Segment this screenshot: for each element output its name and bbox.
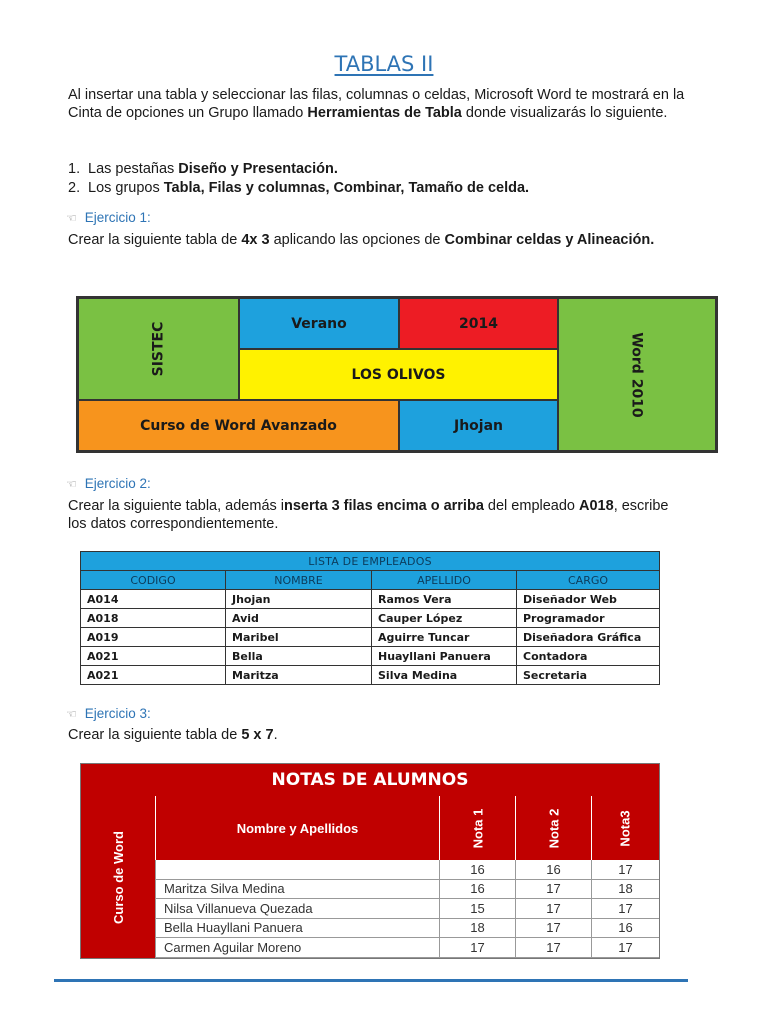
grades-title: NOTAS DE ALUMNOS (81, 764, 659, 796)
grade-cell: 17 (515, 919, 591, 938)
grade-cell: 16 (591, 919, 659, 938)
column-header: CARGO (517, 571, 660, 590)
column-header-nota-2: Nota 2 (515, 796, 591, 860)
grade-cell: 16 (439, 860, 515, 879)
grade-cell: 16 (515, 860, 591, 879)
pointing-hand-icon: ☜ (66, 476, 77, 491)
pointing-hand-icon: ☜ (66, 210, 77, 225)
table-cell: A014 (81, 590, 226, 609)
table-cell: Cauper López (372, 609, 517, 628)
grade-cell: 16 (439, 880, 515, 899)
table-row (81, 666, 660, 685)
table-cell: Jhojan (226, 590, 372, 609)
table-row (155, 899, 659, 919)
table-cell: Bella (226, 647, 372, 666)
column-header-name: Nombre y Apellidos (155, 796, 439, 860)
table-row (155, 938, 659, 958)
column-header-nota-1: Nota 1 (439, 796, 515, 860)
student-name-cell: Carmen Aguilar Moreno (155, 938, 439, 957)
table-cell: Avid (226, 609, 372, 628)
exercise-1-text: Crear la siguiente tabla de 4x 3 aplicando las opciones de Combinar celdas y Alineación. (68, 232, 655, 248)
cell-los-olivos: LOS OLIVOS (239, 349, 558, 400)
table-cell: Ramos Vera (372, 590, 517, 609)
grade-cell: 17 (439, 938, 515, 957)
table-cell: A021 (81, 647, 226, 666)
exercise-2-heading: ☜ Ejercicio 2: (66, 476, 151, 491)
table-row (155, 880, 659, 900)
table-cell: Diseñador Web (517, 590, 660, 609)
student-name-cell: Nilsa Villanueva Quezada (155, 899, 439, 918)
table-row (81, 628, 660, 647)
list-item: 1. Las pestañas Diseño y Presentación. (68, 161, 338, 177)
pointing-hand-icon: ☜ (66, 706, 77, 721)
grade-cell: 18 (591, 880, 659, 899)
table-cell: Aguirre Tuncar (372, 628, 517, 647)
student-name-cell (155, 860, 439, 879)
course-side-label: Curso de Word (81, 796, 155, 958)
table-cell: A021 (81, 666, 226, 685)
exercise-1-heading: ☜ Ejercicio 1: (66, 210, 151, 225)
table-cell: Diseñadora Gráfica (517, 628, 660, 647)
grade-cell: 17 (515, 938, 591, 957)
features-list (68, 160, 688, 198)
intro-paragraph: Al insertar una tabla y seleccionar las filas, columnas o celdas, Microsoft Word te mostrará en la Cinta de opciones un Grupo llamado Herramientas de Tabla donde visualizarás lo siguiente. (68, 87, 685, 121)
table-row (155, 860, 659, 880)
table-cell: Contadora (517, 647, 660, 666)
table-cell: Programador (517, 609, 660, 628)
table-cell: Maritza (226, 666, 372, 685)
cell-sistec: SISTEC (78, 298, 239, 400)
grade-cell: 17 (515, 880, 591, 899)
cell-jhojan: Jhojan (399, 400, 558, 451)
grade-cell: 15 (439, 899, 515, 918)
table-cell: A018 (81, 609, 226, 628)
table-cell: A019 (81, 628, 226, 647)
employees-table (80, 551, 660, 685)
grade-cell: 17 (591, 899, 659, 918)
table-row (81, 609, 660, 628)
table-cell: Maribel (226, 628, 372, 647)
exercise-3-heading: ☜ Ejercicio 3: (66, 706, 151, 721)
student-name-cell: Bella Huayllani Panuera (155, 919, 439, 938)
table-caption: LISTA DE EMPLEADOS (81, 552, 660, 571)
table-cell: Silva Medina (372, 666, 517, 685)
cell-verano: Verano (239, 298, 399, 349)
footer-divider (54, 979, 688, 982)
cell-curso: Curso de Word Avanzado (78, 400, 399, 451)
table-row (81, 590, 660, 609)
column-header: CODIGO (81, 571, 226, 590)
cell-word-2010: Word 2010 (558, 298, 716, 451)
grade-cell: 18 (439, 919, 515, 938)
table-row (81, 647, 660, 666)
grades-table (80, 763, 660, 959)
exercise-3-text: Crear la siguiente tabla de 5 x 7. (68, 727, 278, 743)
cell-year: 2014 (399, 298, 558, 349)
list-item: 2. Los grupos Tabla, Filas y columnas, Combinar, Tamaño de celda. (68, 180, 530, 196)
grade-cell: 17 (515, 899, 591, 918)
grade-cell: 17 (591, 860, 659, 879)
column-header: NOMBRE (226, 571, 372, 590)
table-cell: Huayllani Panuera (372, 647, 517, 666)
exercise-1-table (76, 296, 718, 453)
grade-cell: 17 (591, 938, 659, 957)
document-title: TABLAS II (334, 52, 434, 76)
exercise-2-text: Crear la siguiente tabla, además inserta 3 filas encima o arriba del empleado A018, escribe los datos correspondientemente. (68, 498, 669, 532)
table-row (155, 919, 659, 939)
column-header-nota-3: Nota3 (591, 796, 659, 860)
table-cell: Secretaria (517, 666, 660, 685)
student-name-cell: Maritza Silva Medina (155, 880, 439, 899)
column-header: APELLIDO (372, 571, 517, 590)
